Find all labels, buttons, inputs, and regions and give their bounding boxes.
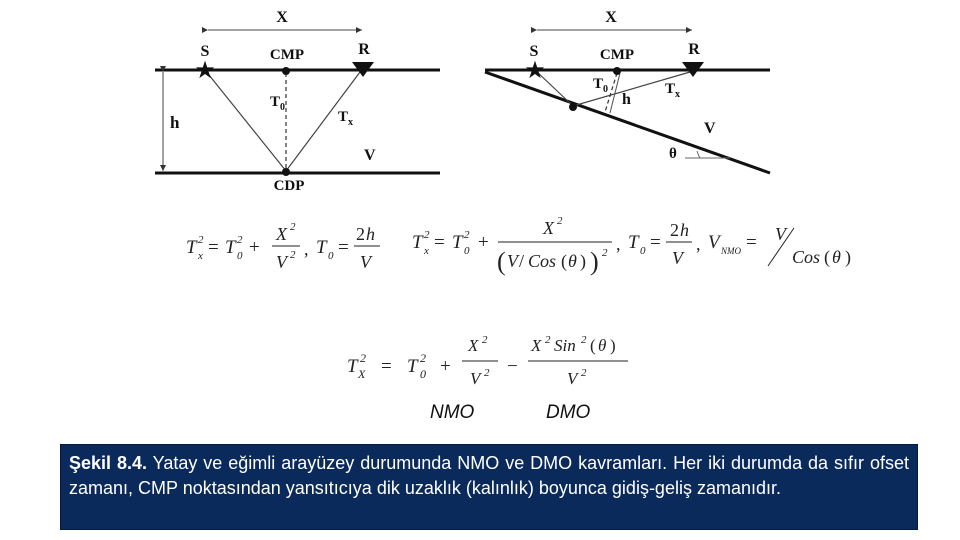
svg-text:=: =: [434, 232, 445, 253]
svg-text:θ: θ: [568, 251, 577, 271]
svg-text:=: =: [746, 232, 757, 253]
svg-text:X: X: [468, 336, 479, 355]
svg-text:2: 2: [420, 351, 426, 365]
left-source-label: S: [200, 43, 210, 60]
svg-text:0: 0: [420, 367, 426, 381]
svg-text:NMO: NMO: [721, 246, 741, 256]
svg-text:2: 2: [290, 249, 296, 261]
svg-text:T: T: [452, 232, 463, 253]
right-source-star-icon: ★: [524, 58, 546, 84]
svg-text:T: T: [316, 237, 327, 258]
left-x-label: X: [276, 9, 288, 26]
svg-text:/: /: [519, 251, 525, 271]
svg-text:Sin: Sin: [554, 336, 576, 355]
svg-text:T: T: [407, 356, 418, 377]
svg-text:T: T: [347, 356, 358, 377]
svg-text:): ): [590, 247, 599, 276]
svg-text:V: V: [470, 369, 481, 388]
left-ray-down: [205, 70, 286, 171]
right-tx-label: $T_x$: [665, 81, 681, 100]
svg-text:2: 2: [464, 229, 470, 241]
left-cmp-point: [282, 67, 290, 75]
svg-text:): ): [845, 247, 851, 267]
svg-text:X: X: [358, 367, 366, 381]
svg-text:,: ,: [616, 234, 621, 254]
right-source-label: S: [529, 43, 539, 60]
svg-text:Cos: Cos: [792, 247, 821, 267]
svg-text:(: (: [497, 247, 506, 276]
svg-text:,: ,: [304, 239, 309, 259]
svg-text:Cos: Cos: [528, 251, 557, 271]
svg-text:x: x: [424, 245, 429, 257]
svg-text:V: V: [672, 248, 683, 268]
left-cdp-point: [282, 168, 290, 176]
left-tx-label: $T_x$: [338, 109, 354, 128]
svg-text:+: +: [440, 356, 451, 377]
svg-text:+: +: [249, 237, 260, 258]
svg-text:2: 2: [290, 221, 296, 233]
svg-text:V: V: [708, 232, 720, 253]
right-theta-label: θ: [669, 146, 677, 162]
nmo-label: NMO: [430, 402, 475, 423]
right-cmp-point: [613, 67, 621, 75]
left-cdp-label: CDP: [273, 178, 305, 194]
svg-text:2: 2: [424, 229, 430, 241]
svg-text:θ: θ: [598, 336, 607, 355]
svg-text:X: X: [543, 218, 554, 238]
svg-text:V: V: [507, 251, 518, 271]
svg-text:0: 0: [328, 250, 334, 262]
svg-text:2: 2: [482, 334, 488, 346]
equation-right: [412, 215, 851, 276]
equation-left: [186, 221, 380, 272]
svg-text:,: ,: [696, 234, 701, 254]
right-h-label: h: [622, 91, 631, 108]
svg-text:θ: θ: [832, 247, 841, 267]
left-cmp-label: CMP: [269, 47, 305, 63]
svg-text:2: 2: [581, 367, 587, 379]
svg-text:=: =: [208, 237, 219, 258]
svg-text:): ): [610, 336, 616, 355]
svg-text:h: h: [366, 224, 375, 244]
figure-caption: [60, 444, 918, 530]
left-receiver-label: R: [358, 41, 370, 58]
svg-text:(: (: [561, 251, 567, 271]
left-source-star-icon: ★: [194, 58, 216, 84]
svg-text:T: T: [225, 237, 236, 258]
svg-text:+: +: [478, 232, 489, 253]
svg-text:): ): [580, 251, 586, 271]
caption-text: Yatay ve eğimli arayüzey durumunda NMO ve DMO kavramları. Her iki durumda da sıfır ofset zamanı, CMP noktasından yansıtıcıya dik uzaklık (kalınlık) boyunca gidiş-geliş zamanıdır.: [69, 453, 909, 498]
svg-text:x: x: [198, 250, 203, 262]
svg-text:(: (: [590, 336, 596, 355]
svg-text:2: 2: [670, 220, 679, 240]
left-diagram: [155, 9, 440, 194]
left-h-label: h: [170, 113, 180, 132]
svg-text:T: T: [186, 237, 197, 258]
svg-text:V: V: [567, 369, 578, 388]
svg-text:−: −: [507, 356, 518, 377]
right-theta-arc: [697, 151, 700, 158]
right-diagram: [485, 9, 770, 173]
left-t0-label: $T_0$: [270, 94, 286, 113]
right-reflection-point: [569, 103, 577, 111]
svg-text:(: (: [824, 247, 830, 267]
svg-text:0: 0: [464, 245, 470, 257]
svg-text:2: 2: [484, 367, 490, 379]
svg-text:X: X: [276, 224, 287, 244]
svg-text:2: 2: [356, 224, 365, 244]
svg-text:0: 0: [237, 250, 243, 262]
svg-text:h: h: [680, 220, 689, 240]
svg-text:=: =: [650, 232, 661, 253]
svg-text:2: 2: [557, 215, 563, 227]
svg-text:V: V: [775, 224, 786, 244]
svg-text:2: 2: [545, 334, 551, 346]
svg-text:0: 0: [640, 245, 646, 257]
svg-text:T: T: [412, 232, 423, 253]
svg-text:=: =: [381, 356, 392, 377]
right-v-label: V: [704, 120, 716, 137]
right-t0-label: $T_0$: [593, 76, 609, 95]
svg-text:T: T: [628, 232, 639, 253]
right-x-label: X: [605, 9, 617, 26]
equation-combined: [347, 334, 628, 388]
svg-text:X: X: [531, 336, 542, 355]
svg-text:2: 2: [237, 234, 243, 246]
right-cmp-label: CMP: [599, 47, 635, 63]
left-v-label: V: [364, 147, 376, 164]
svg-text:2: 2: [602, 247, 608, 259]
svg-text:2: 2: [360, 351, 366, 365]
caption-title: Şekil 8.4.: [69, 453, 148, 473]
dmo-label: DMO: [546, 402, 591, 423]
svg-text:2: 2: [198, 234, 204, 246]
svg-text:V: V: [276, 252, 287, 272]
svg-text:=: =: [338, 237, 349, 258]
svg-text:V: V: [360, 252, 371, 272]
svg-text:2: 2: [581, 334, 587, 346]
right-receiver-label: R: [688, 41, 700, 58]
